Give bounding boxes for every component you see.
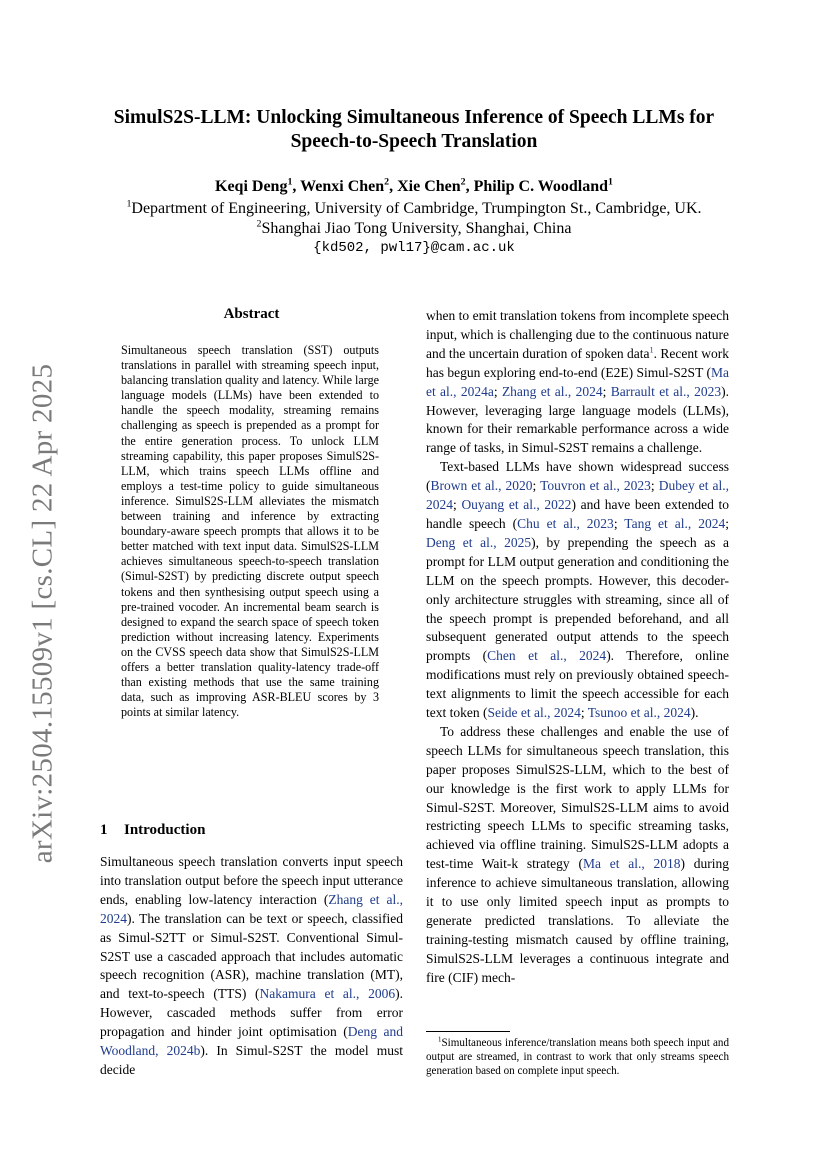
author-email: {kd502, pwl17}@cam.ac.uk: [313, 240, 515, 256]
citation-link[interactable]: Tsunoo et al., 2024: [587, 705, 691, 721]
author-name: Keqi Deng: [215, 178, 288, 195]
citation-link[interactable]: Zhang et al., 2024: [100, 891, 403, 926]
author-affil-sup: 1: [608, 176, 613, 188]
affiliation-1-text: Department of Engineering, University of Cambridge, Trumpington St., Cambridge, UK.: [131, 200, 702, 217]
citation-link[interactable]: Brown et al., 2020: [430, 478, 533, 494]
section-title: Introduction: [124, 822, 206, 838]
section-number: 1: [100, 822, 108, 838]
citation-link[interactable]: Zhang et al., 2024: [501, 383, 603, 399]
author-name: Xie Chen: [397, 178, 461, 195]
section-heading: [100, 822, 205, 839]
author-affil-sup: 1: [287, 176, 293, 188]
affiliation-2-text: Shanghai Jiao Tong University, Shanghai, China: [261, 220, 572, 237]
footnote-text: Simultaneous inference/translation means both speech input and output are streamed, in contrast to work that only streams speech generation based on complete input speech.: [426, 1037, 729, 1077]
arxiv-stamp: [20, 358, 66, 868]
intro-paragraph-1-cont: when to emit translation tokens from incomplete speech input, which is challenging due to the continuous nature and the uncertain duration of spoken data$^1$. Recent work has begun exploring end-to-end (E2E) Simul-S2ST (Ma et al., 2024a; Zhang et al., 2024; Barrault et al., 2023). However, leveraging large language models (LLMs), known for their remarkable performance across a wide range of tasks, in Simul-S2ST remains a challenge.: [426, 308, 729, 456]
intro-paragraph-3: To address these challenges and enable the use of speech LLMs for simultaneous speech translation, this paper proposes SimulS2S-LLM, which to the best of our knowledge is the first work to apply LLMs for Simul-S2ST. Moreover, SimulS2S-LLM aims to avoid restricting speech LLMs to specific streaming tasks, achieved via offline training. SimulS2S-LLM adopts a test-time Wait-k strategy (Ma et al., 2018) during inference to achieve simultaneous translation, allowing it to use only limited speech input as prompts to generate predicted translations. To alleviate the training-testing mismatch caused by offline training, SimulS2S-LLM leverages a continuous integrate and fire (CIF) mech-: [426, 723, 729, 985]
footnote-marker[interactable]: 1: [649, 345, 654, 355]
author-name: Wenxi Chen: [300, 178, 385, 195]
arxiv-id: arXiv:2504.15509v1 [cs.CL] 22 Apr 2025: [26, 363, 59, 863]
right-column-body: [426, 307, 729, 988]
citation-link[interactable]: Barrault et al., 2023: [610, 383, 722, 399]
citation-link[interactable]: Deng et al., 2025: [426, 534, 532, 550]
paper-title: [80, 106, 748, 154]
footnote-rule: [426, 1031, 510, 1032]
author-affil-sup: 2: [384, 176, 390, 188]
title-line-2: Speech-to-Speech Translation: [290, 131, 538, 152]
citation-link[interactable]: Seide et al., 2024: [487, 705, 581, 721]
citation-link[interactable]: Ouyang et al., 2022: [461, 497, 572, 513]
affiliation-1: [80, 198, 748, 219]
author-name: Philip C. Woodland: [473, 178, 609, 195]
citation-link[interactable]: Ma et al., 2024a: [426, 364, 729, 399]
citation-link[interactable]: Chen et al., 2024: [487, 648, 607, 664]
abstract-heading: Abstract: [223, 306, 280, 322]
citation-link[interactable]: Nakamura et al., 2006: [259, 986, 396, 1002]
title-line-1: SimulS2S-LLM: Unlocking Simultaneous Inference of Speech LLMs for: [113, 107, 715, 128]
citation-link[interactable]: Tang et al., 2024: [624, 515, 726, 531]
author-list: Keqi Deng$^1$, Wenxi Chen$^2$, Xie Chen$^2$, Philip C. Woodland$^1$: [215, 176, 613, 195]
intro-paragraph-1: Simultaneous speech translation converts input speech into translation output before the speech input utterance ends, enabling low-latency interaction (Zhang et al., 2024). The translation can be text or speech, classified as Simul-S2TT or Simul-S2ST. Conventional Simul-S2ST use a cascaded approach that includes automatic speech recognition (ASR), machine translation (MT), and text-to-speech (TTS) (Nakamura et al., 2006). However, cascaded methods suffer from error propagation and hinder joint optimisation (Deng and Woodland, 2024b). In Simul-S2ST the model must decide: [100, 854, 403, 1077]
left-column-body: [100, 853, 403, 1080]
affiliation-2: [80, 218, 748, 239]
citation-link[interactable]: Dubey et al., 2024: [426, 478, 729, 513]
citation-link[interactable]: Deng and Woodland, 2024b: [100, 1024, 403, 1059]
abstract-text: Simultaneous speech translation (SST) outputs translations in parallel with streaming speech input, balancing translation quality and latency. While large language models (LLMs) have been extended to handle the speech modality, streaming remains challenging as speech is prepended as a prompt for the entire generation process. To unlock LLM streaming capability, this paper proposes SimulS2S-LLM, which trains speech LLMs offline and employs a test-time policy to guide simultaneous inference. SimulS2S-LLM alleviates the mismatch between training and inference by extracting boundary-aware speech prompts that allows it to be better matched with text input data. SimulS2S-LLM achieves simultaneous speech-to-speech translation (Simul-S2ST) by predicting discrete output speech tokens and then synthesising output speech using a pre-trained vocoder. An incremental beam search is designed to expand the search space of speech token prediction without increasing latency. Experiments on the CVSS speech data show that SimulS2S-LLM offers a better translation quality-latency trade-off than existing methods that use the same training data, such as improving ASR-BLEU scores by 3 points at similar latency.: [121, 343, 379, 720]
citation-link[interactable]: Ma et al., 2018: [582, 856, 681, 872]
intro-paragraph-2: Text-based LLMs have shown widespread success (Brown et al., 2020; Touvron et al., 2023; Dubey et al., 2024; Ouyang et al., 2022) and have been extended to handle speech (Chu et al., 2023; Tang et al., 2024; Deng et al., 2025), by prepending the speech as a prompt for LLM output generation and conditioning the LLM on the speech prompts. However, this decoder-only architecture struggles with streaming, since all of the speech prompt is prepended beforehand, and all subsequent generated output attends to the speech prompts (Chen et al., 2024). Therefore, online modifications must rely on previously obtained speech-text alignments to limit the speech accessible for each text token (Seide et al., 2024; Tsunoo et al., 2024).: [426, 459, 730, 721]
author-affil-sup: 2: [460, 176, 466, 188]
citation-link[interactable]: Chu et al., 2023: [517, 515, 614, 531]
affiliation-1-sup: 1: [126, 198, 132, 210]
affiliation-2-sup: 2: [256, 218, 262, 230]
footnote-1: [426, 1036, 729, 1078]
footnote-sup: 1: [438, 1036, 442, 1044]
citation-link[interactable]: Touvron et al., 2023: [540, 478, 651, 494]
